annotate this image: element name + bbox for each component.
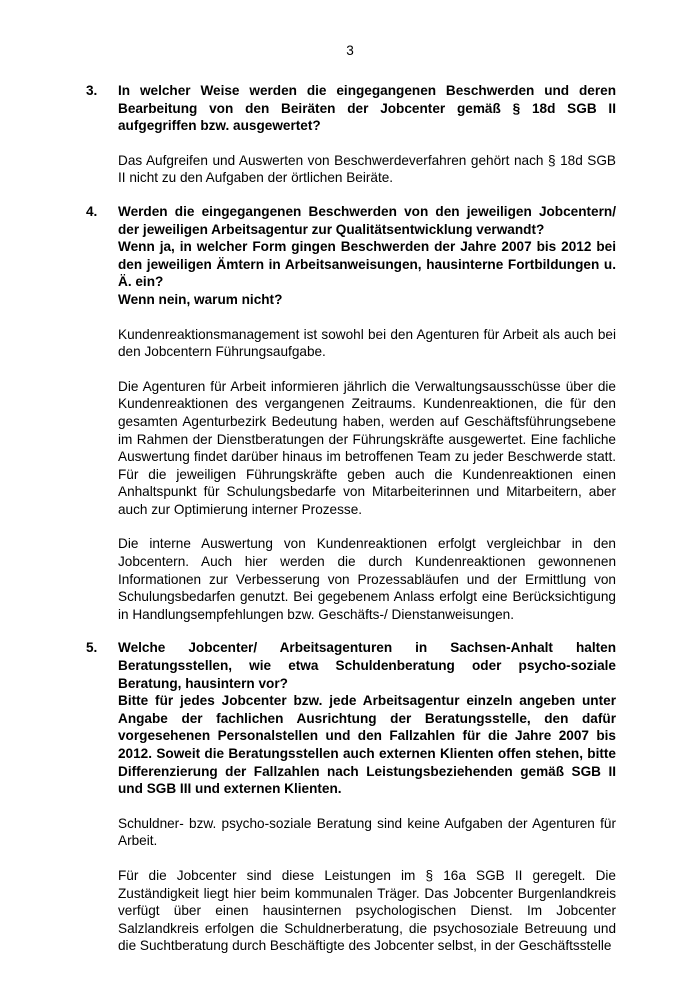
document-body (86, 82, 616, 971)
answer-text (118, 152, 616, 187)
question-text (118, 82, 616, 135)
item-number: 4. (86, 203, 98, 219)
question-paragraph: Wenn nein, warum nicht? (118, 291, 283, 307)
question-text (118, 639, 616, 797)
item-body (118, 203, 616, 623)
answer-paragraph: Das Aufgreifen und Auswerten von Beschwerdeverfahren gehört nach § 18d SGB II nicht zu den Aufgaben der örtlichen Beiräte. (118, 152, 616, 186)
answer-paragraph: Die interne Auswertung von Kundenreaktionen erfolgt vergleichbar in den Jobcentern. Auch hier werden die durch Kundenreaktionen gewonnenen Informationen zur Verbesserung von Prozessabläufen und der Ermittlung von Schulungsbedarfen genutzt. Bei gegebenem Anlass erfolgt eine Berücksichtigung in Handlungsempfehlungen bzw. Geschäfts-/ Dienstanweisungen. (118, 536, 616, 622)
question-item-3 (86, 82, 616, 187)
answer-paragraph: Für die Jobcenter sind diese Leistungen im § 16a SGB II geregelt. Die Zuständigkeit liegt hier beim kommunalen Träger. Das Jobcenter Burgenlandkreis verfügt über einen hausinternen psychologischen Dienst. Im Jobcenter Salzlandkreis erfolgen die Schuldnerberatung, die psychosoziale Betreuung und die Suchtberatung durch Beschäftigte des Jobcenter selbst, in der Geschäftsstelle (118, 867, 616, 954)
question-paragraph: Werden die eingegangenen Beschwerden von den jeweiligen Jobcentern/ der jeweiligen Arbeitsagentur zur Qualitätsentwicklung verwandt? (118, 203, 616, 237)
question-item-4 (86, 203, 616, 623)
item-number: 3. (86, 83, 98, 98)
page-number: 3 (346, 43, 354, 58)
question-paragraph: Bitte für jedes Jobcenter bzw. jede Arbeitsagentur einzeln angeben unter Angabe der fachlichen Ausrichtung der Beratungsstelle, den dafür vorgesehenen Personalstellen und den Fallzahlen für die Jahre 2007 bis 2012. Soweit die Beratungsstellen auch externen Klienten offen stehen, bitte Differenzierung der Fallzahlen nach Leistungsbeziehenden gemäß SGB II und SGB III und externen Klienten. (118, 693, 616, 797)
item-body (118, 639, 616, 955)
question-paragraph: Wenn ja, in welcher Form gingen Beschwerden der Jahre 2007 bis 2012 bei den jeweiligen Ämtern in Arbeitsanweisungen, hausinterne Fortbildungen u. Ä. ein? (118, 239, 616, 290)
question-text (118, 203, 616, 309)
answer-paragraph: Die Agenturen für Arbeit informieren jährlich die Verwaltungsausschüsse über die Kundenreaktionen des vergangenen Zeitraums. Kundenreaktionen, die für den gesamten Agenturbezirk Bedeutung haben, werden auf Geschäftsführungsebene im Rahmen der Dienstberatungen der Führungskräfte ausgewertet. Eine fachliche Auswertung findet darüber hinaus im betroffenen Team zu jeder Beschwerde statt. Für die jeweiligen Führungskräfte geben auch die Kundenreaktionen einen Anhaltspunkt für Schulungsbedarfe von Mitarbeiterinnen und Mitarbeitern, aber auch zur Optimierung interner Prozesse. (118, 378, 616, 517)
answer-paragraph: Schuldner- bzw. psycho-soziale Beratung sind keine Aufgaben der Agenturen für Arbeit. (118, 815, 616, 849)
item-body (118, 82, 616, 187)
answer-text (118, 326, 616, 624)
answer-paragraph: Kundenreaktionsmanagement ist sowohl bei den Agenturen für Arbeit als auch bei den Jobcentern Führungsaufgabe. (118, 326, 616, 360)
answer-text (118, 815, 616, 955)
question-paragraph: In welcher Weise werden die eingegangenen Beschwerden und deren Bearbeitung von den Beiräten der Jobcenter gemäß § 18d SGB II aufgegriffen bzw. ausgewertet? (118, 83, 616, 134)
item-number: 5. (86, 640, 98, 656)
question-paragraph: Welche Jobcenter/ Arbeitsagenturen in Sachsen-Anhalt halten Beratungsstellen, wie etwa Schuldenberatung oder psycho-soziale Beratung, hausintern vor? (118, 640, 616, 691)
question-item-5 (86, 639, 616, 955)
